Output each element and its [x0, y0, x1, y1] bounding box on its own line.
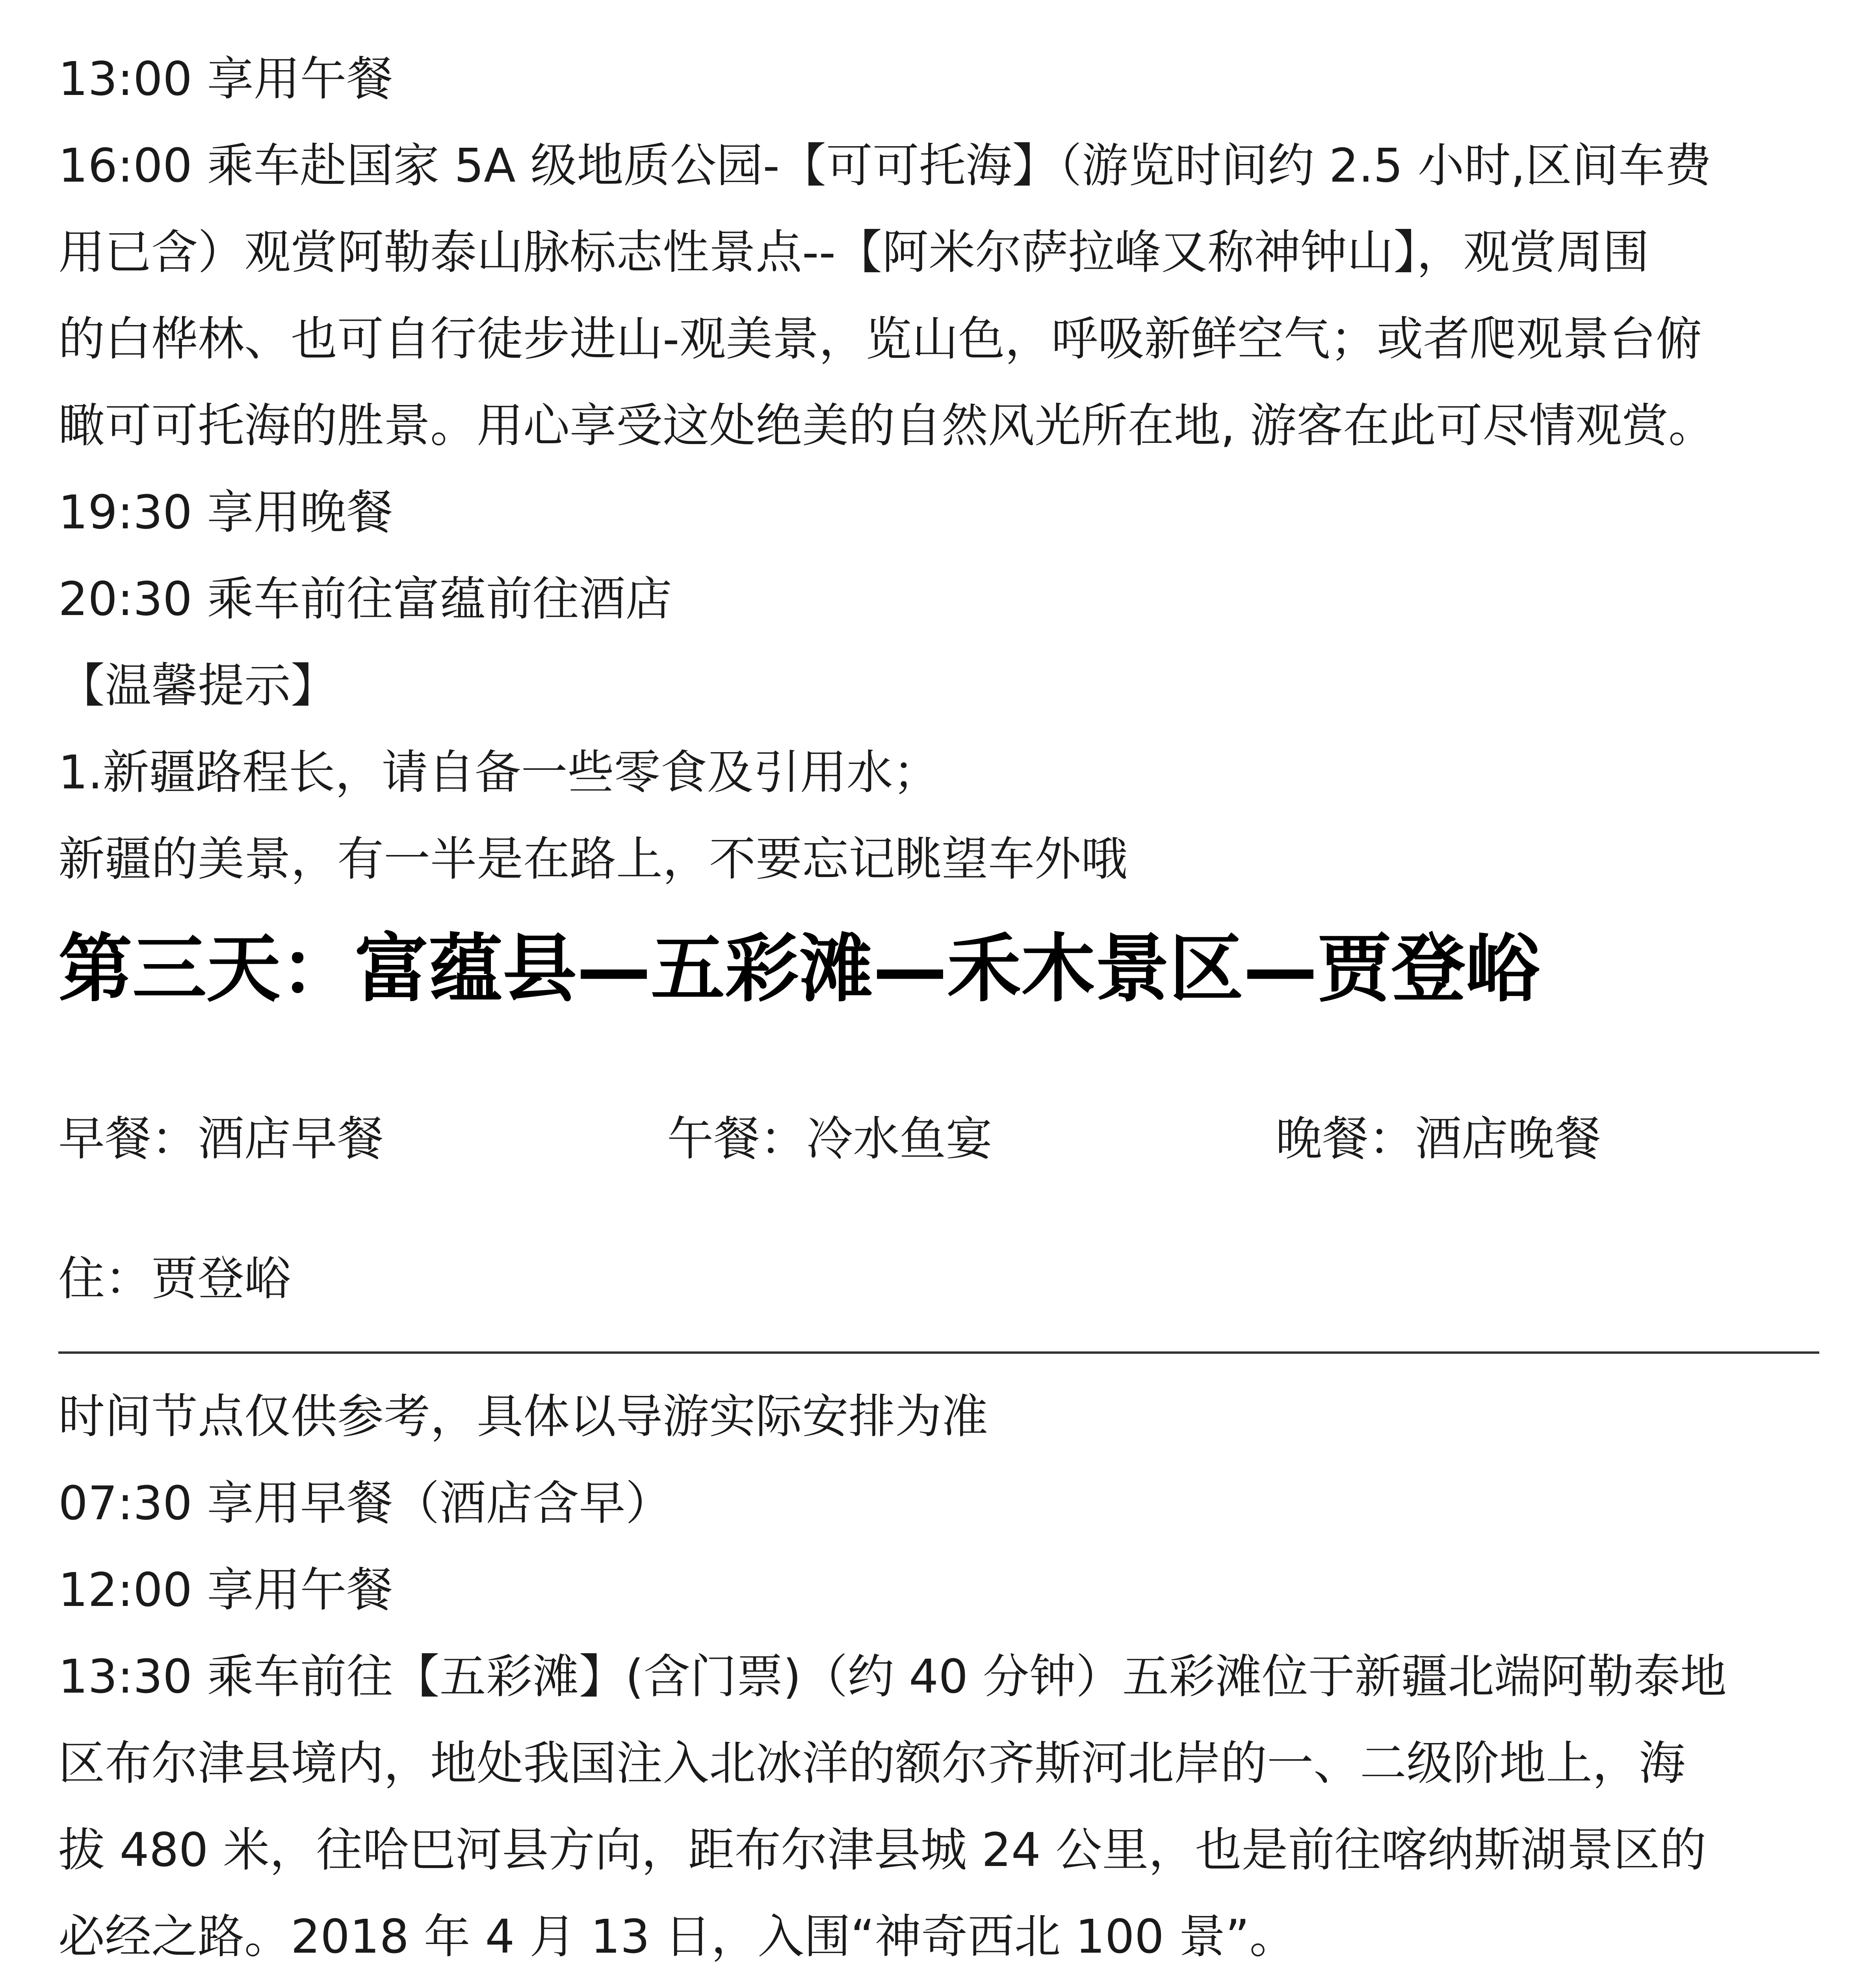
itinerary-line: 拔 480 米，往哈巴河县方向，距布尔津县城 24 公里，也是前往喀纳斯湖景区的 — [58, 1823, 1707, 1877]
meal-dinner: 晚餐：酒店晚餐 — [1276, 1111, 1601, 1166]
tip-line: 新疆的美景，有一半是在路上，不要忘记眺望车外哦 — [58, 832, 1128, 886]
itinerary-line: 16:00 乘车赴国家 5A 级地质公园-【可可托海】（游览时间约 2.5 小时,区间车费 — [58, 138, 1712, 193]
itinerary-line: 必经之路。2018 年 4 月 13 日，入围“神奇西北 100 景”。 — [58, 1909, 1296, 1964]
tip-heading: 【温馨提示】 — [58, 658, 338, 713]
itinerary-line: 用已含）观赏阿勒泰山脉标志性景点--【阿米尔萨拉峰又称神钟山】，观赏周围 — [58, 225, 1649, 279]
itinerary-line: 19:30 享用晚餐 — [58, 485, 393, 539]
itinerary-note: 时间节点仅供参考，具体以导游实际安排为准 — [58, 1389, 988, 1444]
itinerary-line: 13:00 享用午餐 — [58, 52, 393, 106]
itinerary-line: 瞰可可托海的胜景。用心享受这处绝美的自然风光所在地, 游客在此可尽情观赏。 — [58, 398, 1715, 453]
day-title: 第三天：富蕴县—五彩滩—禾木景区—贾登峪 — [58, 926, 1540, 1012]
itinerary-line: 12:00 享用午餐 — [58, 1563, 393, 1617]
accommodation: 住：贾登峪 — [58, 1251, 291, 1306]
meal-lunch: 午餐：冷水鱼宴 — [667, 1111, 993, 1166]
itinerary-line: 20:30 乘车前往富蕴前往酒店 — [58, 572, 672, 626]
meal-breakfast: 早餐：酒店早餐 — [58, 1111, 384, 1166]
divider — [58, 1351, 1819, 1354]
itinerary-line: 区布尔津县境内，地处我国注入北冰洋的额尔齐斯河北岸的一、二级阶地上，海 — [58, 1736, 1686, 1790]
tip-line: 1.新疆路程长，请自备一些零食及引用水； — [58, 745, 940, 799]
itinerary-line: 07:30 享用早餐（酒店含早） — [58, 1476, 672, 1530]
itinerary-line: 13:30 乘车前往【五彩滩】(含门票)（约 40 分钟）五彩滩位于新疆北端阿勒泰地 — [58, 1649, 1727, 1704]
itinerary-line: 的白桦林、也可自行徒步进山-观美景，览山色，呼吸新鲜空气；或者爬观景台俯 — [58, 312, 1702, 366]
